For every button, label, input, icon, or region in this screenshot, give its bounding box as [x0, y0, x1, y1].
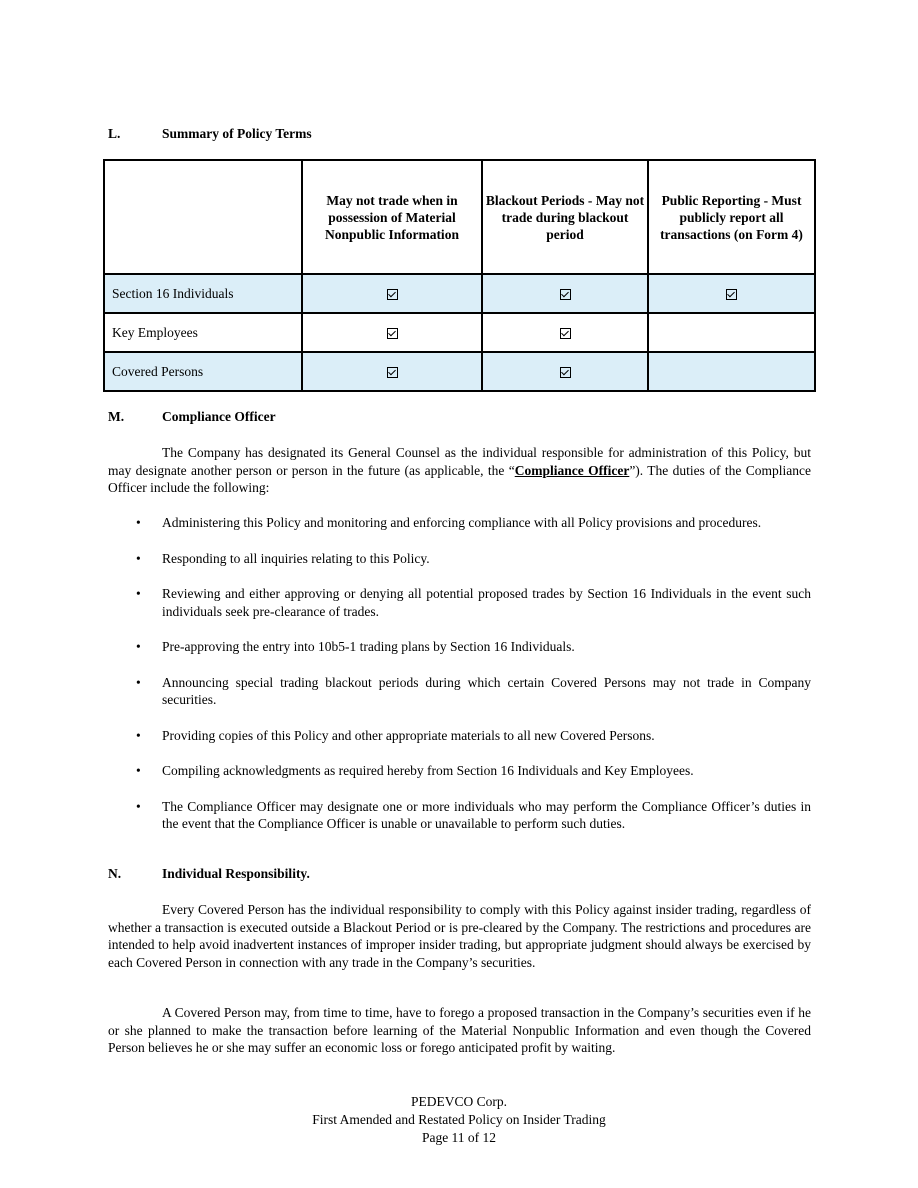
row-label: Section 16 Individuals: [104, 274, 302, 313]
policy-summary-table: [103, 159, 816, 392]
section-title: Individual Responsibility.: [162, 866, 310, 881]
section-number: L.: [108, 126, 121, 141]
intro-text: The Company has designated its General Counsel as the individual responsible for administration of this Policy, but may designate another person or person in the future (as applicable, the “: [108, 445, 811, 478]
checked-box-icon: [726, 289, 737, 300]
empty-cell: [648, 313, 815, 352]
section-m-heading: [108, 409, 276, 425]
table-header-cell: [104, 160, 302, 274]
check-cell: [302, 352, 482, 391]
checked-box-icon: [387, 367, 398, 378]
bullet-icon: •: [136, 727, 141, 743]
check-cell: [482, 274, 648, 313]
section-n-heading: [108, 866, 310, 882]
table-header-row: [104, 160, 815, 274]
table-row: [104, 313, 815, 352]
row-label: Covered Persons: [104, 352, 302, 391]
list-item-text: Responding to all inquiries relating to this Policy.: [162, 550, 430, 566]
checked-box-icon: [560, 367, 571, 378]
footer-company: PEDEVCO Corp.: [410, 1094, 507, 1109]
footer-page-number: Page 11 of 12: [421, 1130, 497, 1145]
bullet-icon: •: [136, 639, 141, 654]
section-number: M.: [108, 409, 125, 424]
bullet-icon: •: [136, 586, 141, 601]
checked-box-icon: [560, 289, 571, 300]
table-row: [104, 352, 815, 391]
check-cell: [302, 313, 482, 352]
table-row: [104, 274, 815, 313]
footer-document-title: First Amended and Restated Policy on Insider Trading: [312, 1112, 606, 1127]
check-cell: [302, 274, 482, 313]
checked-box-icon: [387, 328, 398, 339]
checked-box-icon: [387, 289, 398, 300]
duties-list: [108, 514, 811, 851]
list-item-text: Compiling acknowledgments as required hereby from Section 16 Individuals and Key Employees.: [162, 763, 694, 778]
section-title: Summary of Policy Terms: [162, 126, 312, 141]
check-cell: [482, 352, 648, 391]
intro-text: ”). The duties of the Compliance Officer include the following:: [108, 462, 812, 495]
list-item: [108, 762, 811, 780]
checked-box-icon: [560, 328, 571, 339]
list-item: [108, 727, 811, 745]
bullet-icon: •: [136, 550, 141, 566]
section-l-heading: [108, 126, 312, 142]
list-item-text: Providing copies of this Policy and other appropriate materials to all new Covered Persons.: [162, 727, 655, 743]
bullet-icon: •: [136, 798, 141, 814]
check-cell: [482, 313, 648, 352]
list-item: [108, 638, 811, 656]
list-item-text: Reviewing and either approving or denying all potential proposed trades by Section 16 Individuals in the event such individuals seek pre-clearance of trades.: [162, 586, 811, 619]
responsibility-paragraph-1: Every Covered Person has the individual responsibility to comply with this Policy against insider trading, regardless of whether a transaction is executed outside a Blackout Period or is pre-cleared by the Company. The restrictions and procedures are intended to help avoid inadvertent instances of improper insider trading, but appropriate judgment should always be exercised by each Covered Person in connection with any trade in the Company’s securities.: [108, 902, 811, 970]
table-header-cell: May not trade when in possession of Material Nonpublic Information: [302, 160, 482, 274]
list-item: [108, 514, 811, 532]
list-item: [108, 674, 811, 709]
list-item: [108, 798, 811, 833]
page-footer: [0, 1093, 918, 1147]
section-title: Compliance Officer: [162, 409, 276, 424]
bullet-icon: •: [136, 515, 141, 530]
section-number: N.: [108, 866, 122, 881]
list-item-text: The Compliance Officer may designate one or more individuals who may perform the Compliance Officer’s duties in the event that the Compliance Officer is unable or unavailable to perform such duties.: [162, 798, 811, 831]
list-item-text: Announcing special trading blackout periods during which certain Covered Persons may not trade in Company securities.: [162, 674, 811, 707]
responsibility-paragraph-2: A Covered Person may, from time to time, have to forego a proposed transaction in the Company’s securities even if he or she planned to make the transaction before learning of the Material Nonpublic Information and even though the Covered Person believes he or she may suffer an economic loss or forego anticipated profit by waiting.: [108, 1005, 811, 1055]
bullet-icon: •: [136, 674, 141, 690]
list-item: [108, 550, 811, 568]
defined-term: Compliance Officer: [514, 462, 630, 478]
list-item-text: Pre-approving the entry into 10b5-1 trading plans by Section 16 Individuals.: [162, 639, 575, 654]
bullet-icon: •: [136, 763, 141, 778]
row-label: Key Employees: [104, 313, 302, 352]
list-item: [108, 585, 811, 620]
table-header-cell: Public Reporting - Must publicly report all transactions (on Form 4): [648, 160, 815, 274]
empty-cell: [648, 352, 815, 391]
table-header-cell: Blackout Periods - May not trade during blackout period: [482, 160, 648, 274]
compliance-officer-intro: [108, 444, 811, 497]
list-item-text: Administering this Policy and monitoring and enforcing compliance with all Policy provisions and procedures.: [162, 515, 762, 530]
check-cell: [648, 274, 815, 313]
